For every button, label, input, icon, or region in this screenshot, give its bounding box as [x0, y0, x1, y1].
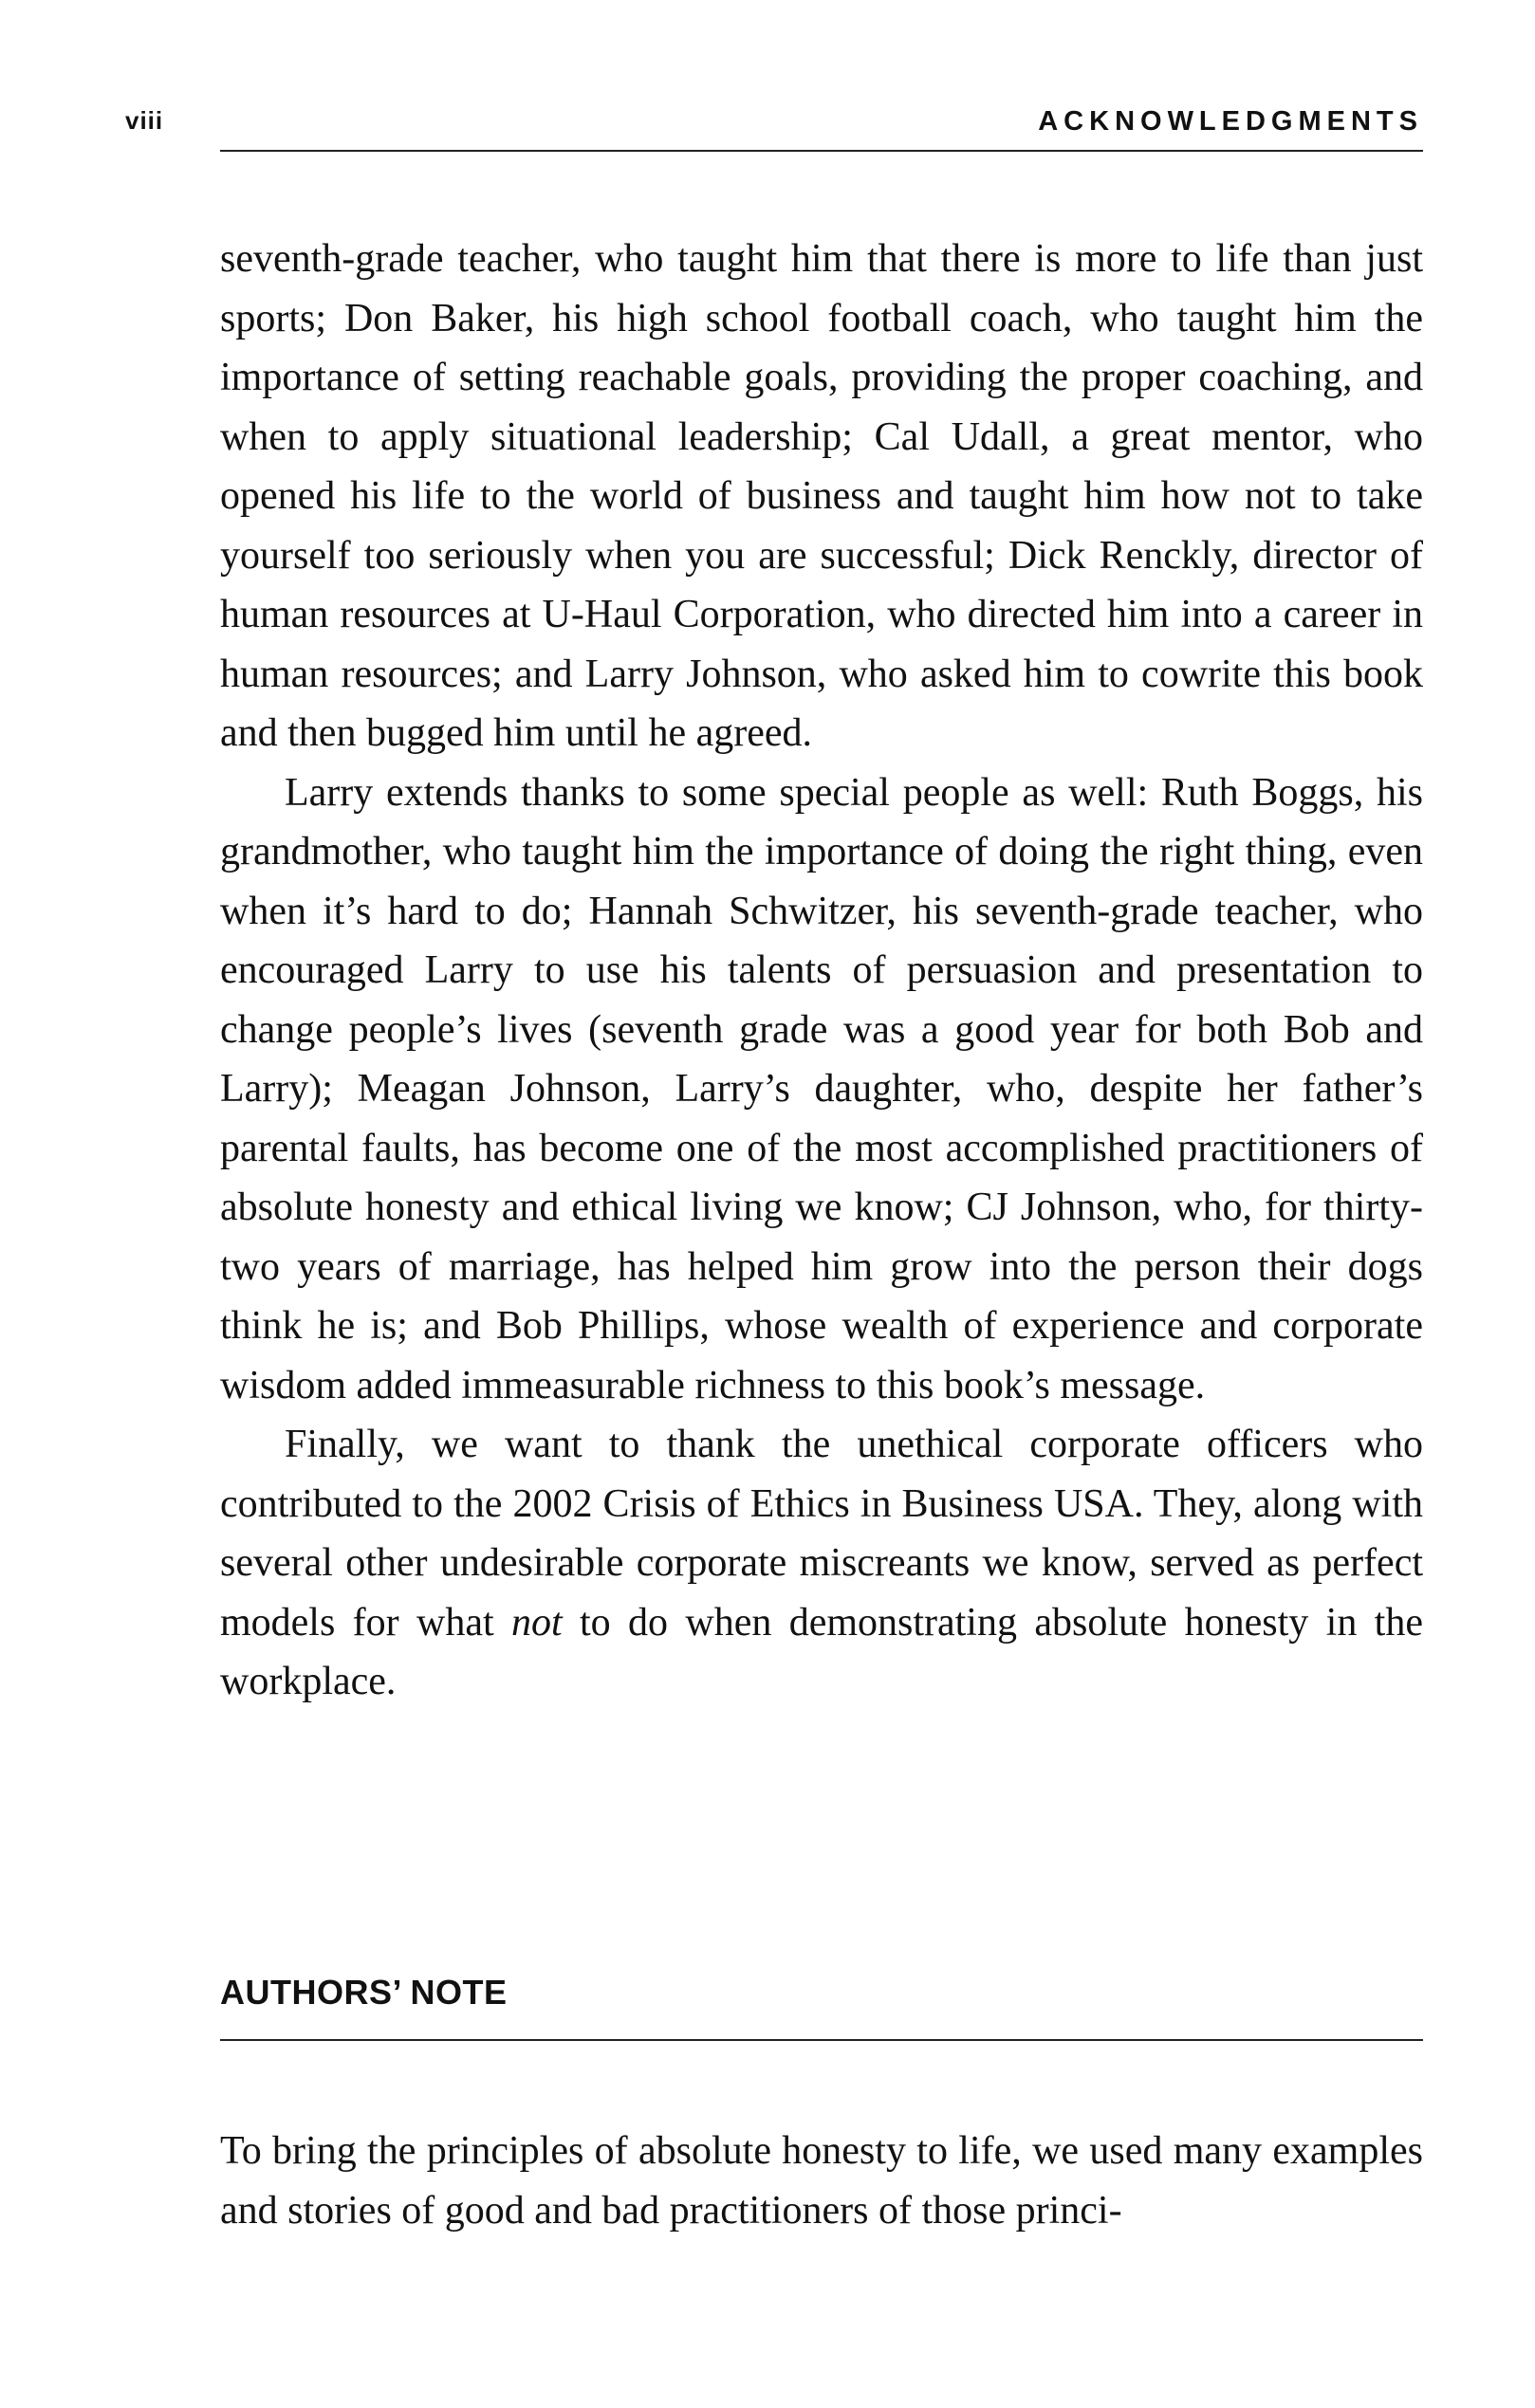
paragraph-3-emphasis: not: [510, 1600, 563, 1645]
authors-note-body: [220, 2122, 1423, 2240]
acknowledgments-paragraph-3: [220, 1415, 1423, 1712]
page-header: [125, 102, 1423, 152]
acknowledgments-paragraph-2: Larry extends thanks to some special people as well: Ruth Boggs, his grandmother, who taught him the importance of doing the right thing, even when it’s hard to do; Hannah Schwitzer, his seventh-grade teacher, who encouraged Larry to use his talents of persuasion and presentation to change people’s lives (seventh grade was a good year for both Bob and Larry); Meagan Johnson, Larry’s daughter, who, despite her father’s parental faults, has become one of the most accomplished practitioners of absolute honesty and ethical living we know; CJ Johnson, who, for thirty-two years of marriage, has helped him grow into the person their dogs think he is; and Bob Phillips, whose wealth of experience and corporate wisdom added immeasurable richness to this book’s message.: [220, 770, 1423, 1407]
page-number: viii: [125, 106, 164, 135]
acknowledgments-paragraph-1: seventh-grade teacher, who taught him that there is more to life than just sports; Don Baker, his high school football coach, who taught him the importance of setting reachable goals, providing the proper coaching, and when to apply situational leadership; Cal Udall, a great mentor, who opened his life to the world of business and taught him how not to take yourself too seriously when you are successful; Dick Renckly, director of human resources at U-Haul Corporation, who directed him into a career in human resources; and Larry Johnson, who asked him to cowrite this book and then bugged him until he agreed.: [220, 237, 1423, 755]
authors-note-paragraph-1: To bring the principles of absolute honesty to life, we used many examples and stories of good and bad practitioners of those princi-: [220, 2129, 1423, 2233]
running-head: ACKNOWLEDGMENTS: [1038, 106, 1423, 137]
authors-note-heading-block: [220, 1969, 1423, 2041]
authors-note-heading: AUTHORS’ NOTE: [220, 1973, 508, 2012]
paragraph-3-text-start: Finally, we want to thank the unethical corporate officers who contributed to the 2002 Crisis of Ethics in Business USA. They, along with several other undesirable corporate miscreants we know, served as perfect models for what: [220, 1423, 1423, 1645]
acknowledgments-body: [220, 230, 1423, 1712]
paragraph-3-text-end: to do when demonstrating absolute honesty in the workplace.: [220, 1600, 1423, 1703]
